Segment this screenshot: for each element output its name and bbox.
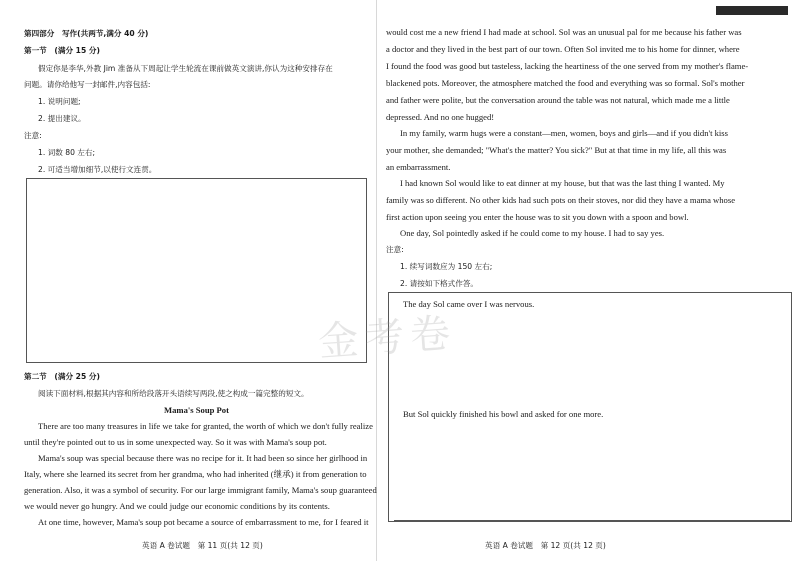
story-line: a doctor and they lived in the best part of our town. Often Sol invited me to his home for dinner, where	[386, 44, 740, 54]
story-line: blackened pots. Moreover, the atmosphere matched the food and everything was so formal. Sol's mother	[386, 78, 745, 88]
page-footer-left: 英语 A 卷试题 第 11 页(共 12 页)	[142, 541, 263, 550]
section1-prompt-line2: 问题。请你给他写一封邮件,内容包括:	[24, 80, 151, 89]
story-line: There are too many treasures in life we take for granted, the worth of which we don't fully realize	[38, 421, 373, 431]
paragraph-starter-2: But Sol quickly finished his bowl and asked for one more.	[403, 409, 604, 419]
story-line: generation. Also, it was a symbol of security. For our large immigrant family, Mama's soup guaranteed	[24, 485, 377, 495]
story-line: One day, Sol pointedly asked if he could come to my house. I had to say yes.	[400, 228, 665, 238]
story-line: until they're pointed out to us in some unexpected way. So it was with Mama's soup pot.	[24, 437, 327, 447]
story-line: I had known Sol would like to eat dinner at my house, but that was the last thing I wanted. My	[400, 178, 725, 188]
story-line: Italy, where she learned its secret from her grandma, who had inherited (继承) it from generation to	[24, 469, 367, 479]
section1-item-1: 1. 说明问题;	[38, 97, 81, 106]
story-line: At one time, however, Mama's soup pot became a source of embarrassment to me, for I feared it	[38, 517, 369, 527]
watermark-stamp: 金考卷	[316, 310, 458, 366]
story-line: and father were polite, but the conversation around the table was not natural, which made me a little	[386, 95, 730, 105]
section1-heading: 第一节 (满分 15 分)	[24, 46, 100, 55]
story-line: your mother, she demanded; "What's the matter? You sick?" But at that time in my life, all this was	[386, 145, 727, 155]
section1-answer-box[interactable]	[26, 178, 367, 363]
part-heading: 第四部分 写作(共两节,满分 40 分)	[24, 29, 149, 38]
story-line: family was so different. No other kids had such pots on their stoves, nor did they have a mama whose	[386, 195, 736, 205]
story-line: Mama's soup was special because there was no recipe for it. It had been so since her girlhood in	[38, 453, 368, 463]
story-line: I found the food was good but tasteless, lacking the heartiness of the one served from my mother's flame-	[386, 61, 749, 71]
section2-note-1: 1. 续写词数应为 150 左右;	[400, 262, 493, 271]
section1-prompt-line1: 假定你是李华,外教 Jim 准备从下周起让学生轮流在课前做英文演讲,你认为这种安排存在	[38, 64, 333, 73]
page-gutter	[376, 0, 377, 561]
section1-note-2: 2. 可适当增加细节,以使行文连贯。	[38, 165, 157, 174]
story-line: an embarrassment.	[386, 162, 451, 172]
page-footer-right: 英语 A 卷试题 第 12 页(共 12 页)	[485, 541, 606, 550]
story-line: would cost me a new friend I had made at school. Sol was an unusual pal for me because his father was	[386, 27, 742, 37]
section2-note-2: 2. 请按如下格式作答。	[400, 279, 479, 288]
paragraph-starter-1: The day Sol came over I was nervous.	[403, 299, 535, 309]
section1-item-2: 2. 提出建议。	[38, 114, 86, 123]
story-line: first action upon seeing you enter the house was to sit you down with a spoon and bowl.	[386, 212, 689, 222]
section2-heading: 第二节 (满分 25 分)	[24, 372, 100, 381]
story-line: In my family, warm hugs were a constant—men, women, boys and girls—and if you didn't kiss	[400, 128, 728, 138]
story-line: we would never go hungry. And we could judge our economic conditions by its contents.	[24, 501, 330, 511]
answer-box-bottom-rule	[394, 520, 790, 521]
story-line: depressed. And no one hugged!	[386, 112, 495, 122]
right-page	[380, 0, 800, 561]
section2-instruction: 阅读下面材料,根据其内容和所给段落开头语续写两段,使之构成一篇完整的短文。	[38, 389, 309, 398]
section1-note-1: 1. 词数 80 左右;	[38, 148, 96, 157]
section2-note-label: 注意:	[386, 245, 404, 254]
left-page	[0, 0, 377, 561]
story-title: Mama's Soup Pot	[164, 405, 229, 415]
section1-note-label: 注意:	[24, 131, 42, 140]
